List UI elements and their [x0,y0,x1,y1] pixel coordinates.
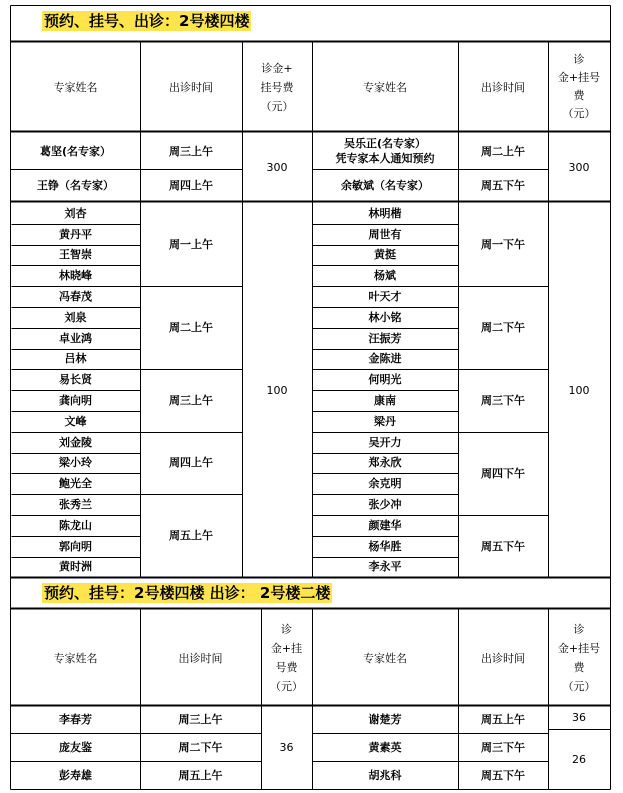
right-name-5-2: 杨华胜 [368,539,402,553]
famous-left-time-2: 周四上午 [169,178,213,192]
famous-left-time-1: 周三上午 [169,144,213,158]
s2-header-time-left: 出诊时间 [178,651,223,665]
left-name-5-1: 张秀兰 [59,498,92,512]
left-time-2: 周二上午 [169,321,213,335]
s2-left-time-3: 周五上午 [178,768,223,782]
left-name-4-2: 梁小玲 [59,456,92,470]
right-name-4-4: 张少冲 [368,498,402,512]
right-name-1-4: 杨斌 [374,269,396,283]
left-name-5-4: 黄时洲 [59,560,92,574]
left-name-1-4: 林晓峰 [59,269,92,283]
right-time-3: 周三下午 [481,394,525,408]
left-name-2-3: 卓业鸿 [59,331,92,345]
s2-left-time-2: 周二下午 [178,740,223,754]
famous-left-name-2: 王铮（名专家） [37,178,114,192]
header-time-left: 出诊时间 [169,80,213,94]
left-name-1-3: 王智崇 [59,248,92,262]
s2-header-name-left: 专家姓名 [53,651,98,665]
famous-right-time-2: 周五下午 [481,178,525,192]
right-name-4-3: 余克明 [368,477,402,491]
right-name-3-2: 康南 [374,394,396,408]
famous-fee-right: 300 [568,160,590,174]
right-name-3-3: 梁丹 [374,414,396,428]
left-name-5-3: 郭向明 [59,539,92,553]
left-name-4-1: 刘金陵 [59,435,92,449]
left-time-3: 周三上午 [169,394,213,408]
header-fee-right: 诊 金+挂号 费 （元） [557,53,601,120]
left-name-1-2: 黄丹平 [59,227,92,241]
right-name-5-3: 李永平 [368,560,402,574]
left-name-2-1: 冯春茂 [59,290,92,304]
right-name-2-1: 叶天才 [368,290,402,304]
s2-left-time-1: 周三上午 [178,712,223,726]
header-name-left: 专家姓名 [53,80,98,94]
right-name-4-1: 吴开力 [368,435,402,449]
right-name-4-2: 郑永欣 [368,456,402,470]
right-name-2-2: 林小铭 [368,310,402,324]
famous-right-name-2: 余敏斌（名专家） [341,178,429,192]
s2-header-fee-right: 诊 金+挂号 费 （元） [557,623,601,693]
left-name-5-2: 陈龙山 [59,518,92,532]
s2-header-name-right: 专家姓名 [363,651,407,665]
left-name-4-3: 鲍光全 [59,477,92,491]
section1-title: 预约、挂号、出诊：2号楼四楼 [44,12,250,30]
s2-right-name-2: 黄素英 [368,740,402,754]
right-time-2: 周二下午 [481,321,525,335]
group-fee-right: 100 [568,383,590,397]
s2-left-name-1: 李春芳 [59,712,92,726]
s2-right-name-3: 胡兆科 [368,768,402,782]
s2-header-time-right: 出诊时间 [481,651,525,665]
left-time-5: 周五上午 [169,529,213,543]
right-time-1: 周一下午 [481,238,525,252]
famous-left-name-1: 葛坚(名专家） [39,144,112,158]
right-name-3-1: 何明光 [368,373,402,387]
left-name-2-4: 吕林 [64,352,87,366]
left-time-4: 周四上午 [169,456,213,470]
left-name-3-2: 龚向明 [59,394,92,408]
s2-right-time-1: 周五上午 [481,712,525,726]
famous-fee-left: 300 [266,160,288,174]
right-name-1-1: 林明楷 [368,206,402,220]
section2-title: 预约、挂号：2号楼四楼 出诊： 2号楼二楼 [44,584,331,602]
s2-header-fee-left: 诊 金+挂 号费 （元） [270,623,303,693]
right-time-4: 周四下午 [481,466,525,480]
header-fee-left: 诊金+ 挂号费 （元） [260,61,294,113]
s2-right-time-3: 周五下午 [481,768,525,782]
s2-fee-right-top: 36 [572,710,586,724]
header-name-right: 专家姓名 [363,80,407,94]
famous-right-time-1: 周二上午 [481,144,525,158]
s2-left-name-2: 庞友鉴 [59,740,92,754]
s2-left-name-3: 彭寿雄 [59,768,92,782]
s2-fee-right-bottom: 26 [572,752,586,766]
left-name-2-2: 刘泉 [64,310,87,324]
left-name-3-3: 文峰 [64,414,87,428]
right-name-2-3: 汪振芳 [368,331,402,345]
famous-right-name-1: 吴乐正(名专家） 凭专家本人通知预约 [335,137,435,165]
left-time-1: 周一上午 [169,238,213,252]
right-time-5: 周五下午 [481,539,525,553]
left-name-1-1: 刘杏 [64,206,87,220]
right-name-2-4: 金陈进 [368,352,402,366]
s2-fee-left: 36 [279,740,294,754]
s2-right-time-2: 周三下午 [481,740,525,754]
right-name-1-2: 周世有 [368,227,402,241]
group-fee-left: 100 [266,383,288,397]
right-name-5-1: 颜建华 [368,518,402,532]
right-name-1-3: 黄挺 [374,248,396,262]
left-name-3-1: 易长贤 [59,373,92,387]
s2-right-name-1: 谢楚芳 [368,712,402,726]
header-time-right: 出诊时间 [481,80,525,94]
